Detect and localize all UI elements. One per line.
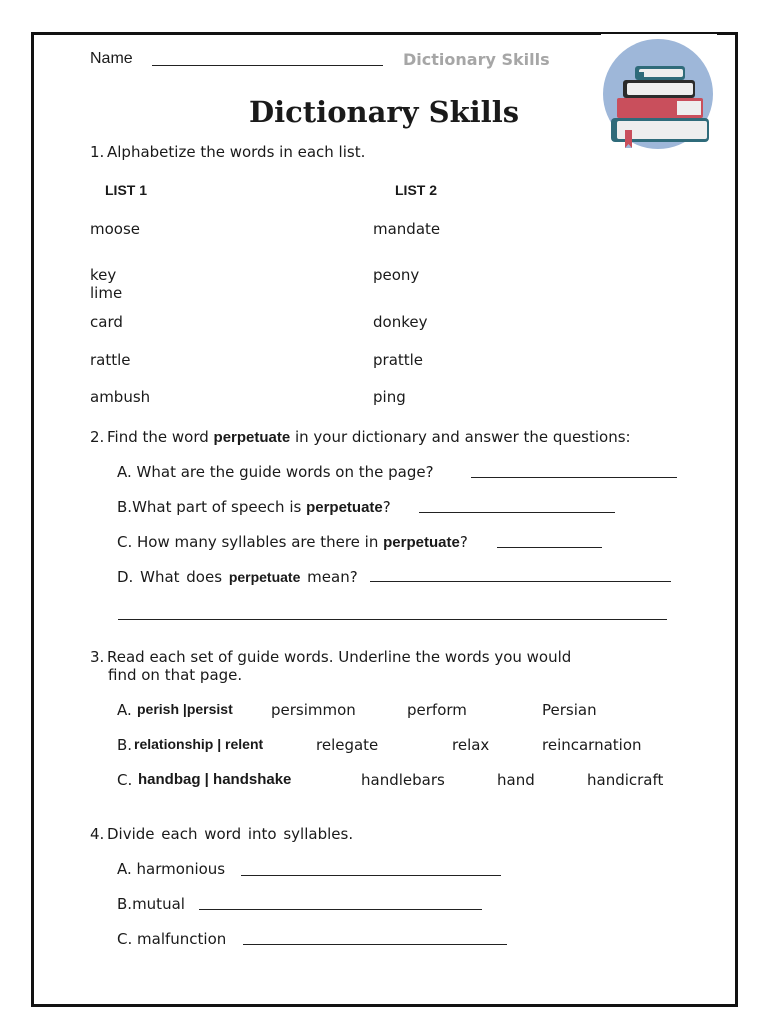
list2-word: peony bbox=[373, 266, 420, 284]
q3-instruction-line2: find on that page. bbox=[108, 666, 243, 684]
q2a-answer-line bbox=[471, 477, 677, 478]
q3-word: relax bbox=[452, 736, 490, 754]
list2-header: LIST 2 bbox=[395, 182, 438, 198]
list1-word: card bbox=[90, 313, 123, 331]
books-icon bbox=[601, 34, 717, 152]
q2d-answer-line-2 bbox=[118, 619, 667, 620]
q3-word: persimmon bbox=[271, 701, 356, 719]
q4c-item: C. malfunction bbox=[117, 930, 227, 948]
q3b-guide-words: relationship | relent bbox=[134, 736, 264, 752]
q3-word: handlebars bbox=[361, 771, 445, 789]
q4-instruction: Divide each word into syllables. bbox=[107, 825, 354, 843]
q3b-letter: B. bbox=[117, 736, 133, 754]
q3-number: 3. bbox=[90, 648, 105, 666]
q3a-guide-words: perish |persist bbox=[137, 701, 233, 717]
name-label: Name bbox=[90, 50, 133, 67]
q2b-question: B.What part of speech is perpetuate? bbox=[117, 498, 391, 516]
q3-word: hand bbox=[497, 771, 535, 789]
q3-instruction-line1: Read each set of guide words. Underline the words you would bbox=[107, 648, 572, 666]
worksheet-header-title: Dictionary Skills bbox=[403, 50, 550, 69]
q4a-answer-line bbox=[241, 875, 501, 876]
q4b-item: B.mutual bbox=[117, 895, 185, 913]
q1-number: 1. bbox=[90, 143, 105, 161]
list2-word: donkey bbox=[373, 313, 428, 331]
q2d-answer-line bbox=[370, 581, 671, 582]
target-word: perpetuate bbox=[213, 429, 291, 446]
q2-number: 2. bbox=[90, 428, 105, 446]
q2-instruction: Find the word perpetuate in your dictionary and answer the questions: bbox=[107, 428, 631, 446]
q2c-question: C. How many syllables are there in perpetuate? bbox=[117, 533, 468, 551]
q3c-guide-words: handbag | handshake bbox=[138, 771, 292, 788]
list1-word: rattle bbox=[90, 351, 131, 369]
q4c-answer-line bbox=[243, 944, 507, 945]
q2d-question: D. What does perpetuate mean? bbox=[117, 568, 358, 586]
q2c-answer-line bbox=[497, 547, 602, 548]
list1-word: moose bbox=[90, 220, 141, 238]
q3-word: Persian bbox=[542, 701, 597, 719]
q4a-item: A. harmonious bbox=[117, 860, 226, 878]
q3-word: handicraft bbox=[587, 771, 664, 789]
page-title: Dictionary Skills bbox=[248, 95, 520, 129]
q3-word: reincarnation bbox=[542, 736, 642, 754]
name-blank-line bbox=[152, 65, 383, 66]
list2-word: mandate bbox=[373, 220, 441, 238]
q3-word: perform bbox=[407, 701, 467, 719]
q2a-question: A. What are the guide words on the page? bbox=[117, 463, 434, 481]
q3a-letter: A. bbox=[117, 701, 132, 719]
q2b-answer-line bbox=[419, 512, 615, 513]
q3c-letter: C. bbox=[117, 771, 133, 789]
list1-word: key lime bbox=[90, 266, 123, 302]
q3-word: relegate bbox=[316, 736, 379, 754]
list1-header: LIST 1 bbox=[105, 182, 148, 198]
q4b-answer-line bbox=[199, 909, 482, 910]
list2-word: prattle bbox=[373, 351, 424, 369]
q4-number: 4. bbox=[90, 825, 105, 843]
list2-word: ping bbox=[373, 388, 406, 406]
q1-instruction: Alphabetize the words in each list. bbox=[107, 143, 366, 161]
list1-word: ambush bbox=[90, 388, 151, 406]
